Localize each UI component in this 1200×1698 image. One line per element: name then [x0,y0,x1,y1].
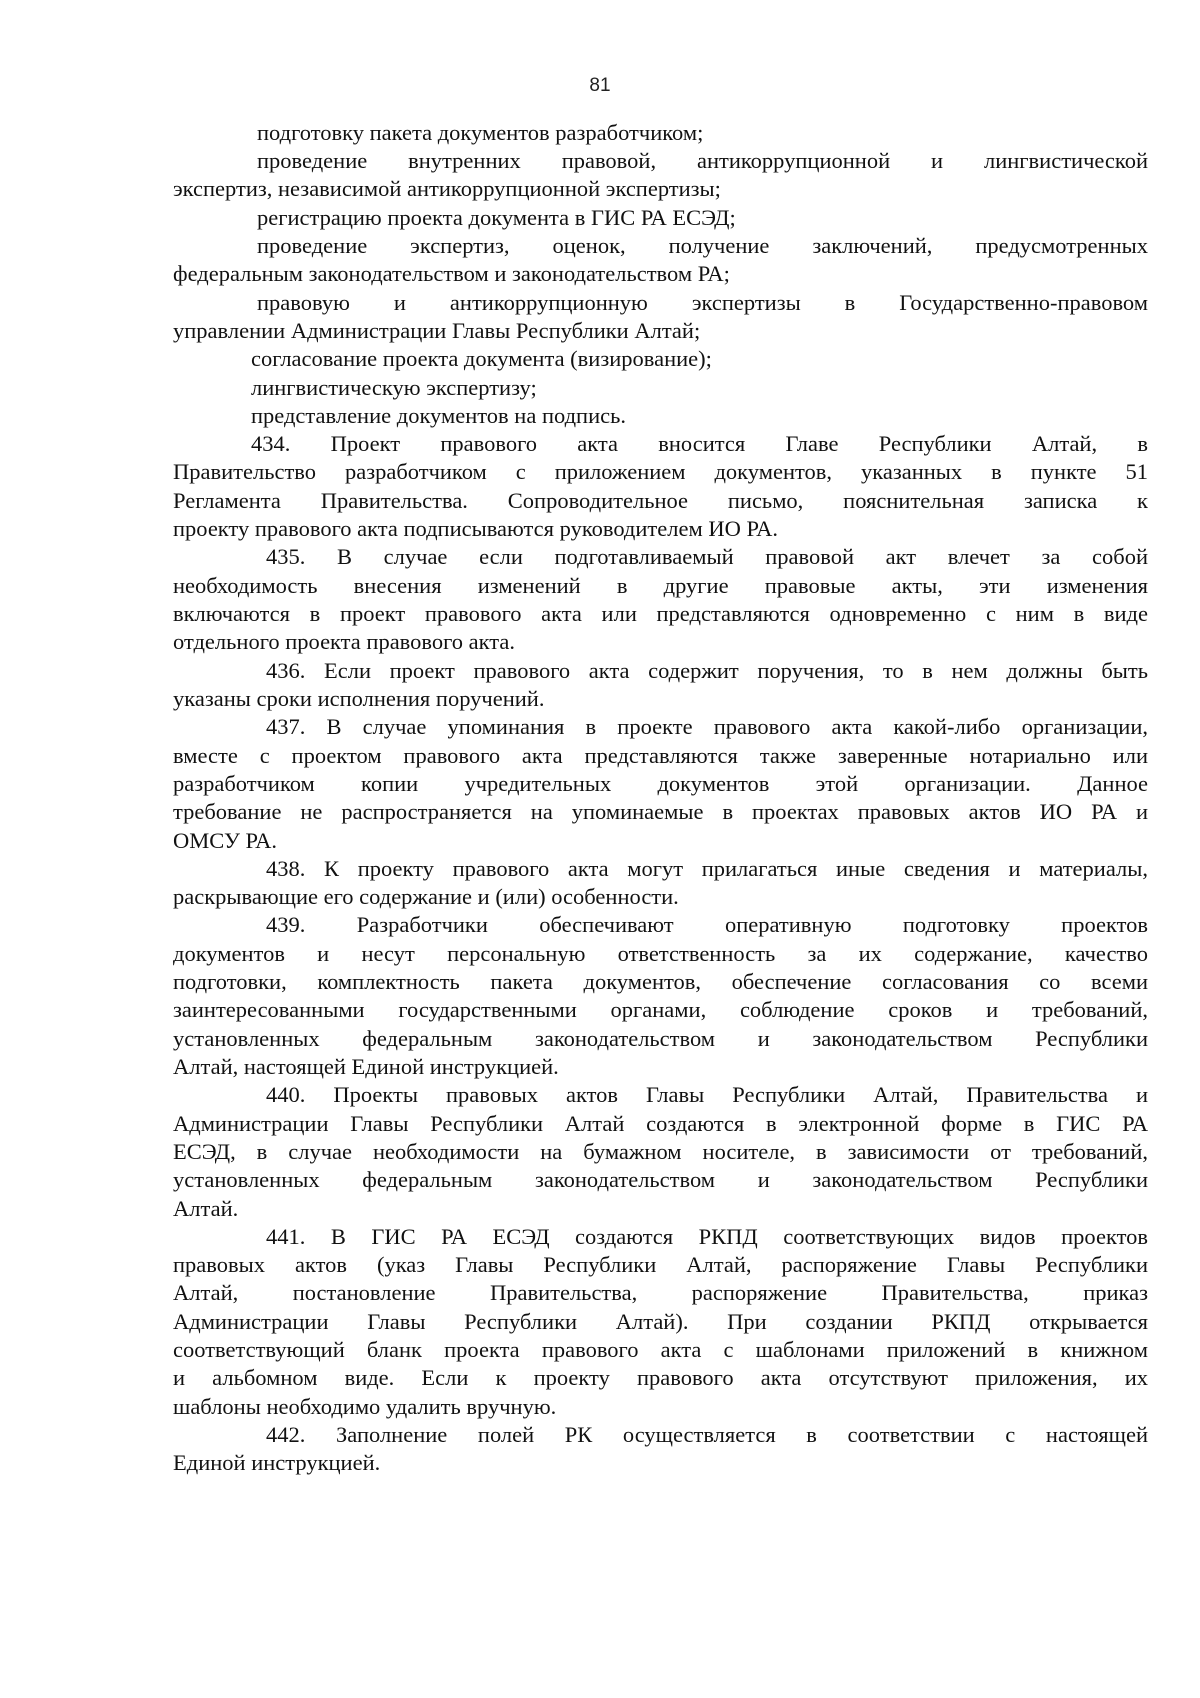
text-line: шаблоны необходимо удалить вручную. [173,1394,557,1419]
text-line: необходимость внесения изменений в другие правовые акты, эти изменения [173,573,1148,598]
text-line: разработчиком копии учредительных документов этой организации. Данное [173,771,1148,796]
text-line: лингвистическую экспертизу; [251,375,537,400]
text-line: проведение экспертиз, оценок, получение заключений, предусмотренных [257,233,1148,258]
text-line: проведение внутренних правовой, антикоррупционной и лингвистической [257,148,1148,173]
text-line: 440. Проекты правовых актов Главы Республики Алтай, Правительства и [266,1082,1148,1107]
text-line: экспертиз, независимой антикоррупционной экспертизы; [173,176,721,201]
text-line: федеральным законодательством и законодательством РА; [173,261,730,286]
text-line: 437. В случае упоминания в проекте правового акта какой-либо организации, [266,714,1148,739]
text-line: подготовки, комплектность пакета документов, обеспечение согласования со всеми [173,969,1148,994]
text-line: требование не распространяется на упоминаемые в проектах правовых актов ИО РА и [173,799,1148,824]
text-line: правовых актов (указ Главы Республики Алтай, распоряжение Главы Республики [173,1252,1148,1277]
text-line: Администрации Главы Республики Алтай). При создании РКПД открывается [173,1309,1148,1334]
text-line: вместе с проектом правового акта представляются также заверенные нотариально или [173,743,1148,768]
text-line: правовую и антикоррупционную экспертизы в Государственно-правовом [257,290,1148,315]
text-line: 442. Заполнение полей РК осуществляется в соответствии с настоящей [266,1422,1148,1447]
text-line: Регламента Правительства. Сопроводительное письмо, пояснительная записка к [173,488,1148,513]
text-line: 436. Если проект правового акта содержит поручения, то в нем должны быть [266,658,1148,683]
text-line: ЕСЭД, в случае необходимости на бумажном носителе, в зависимости от требований, [173,1139,1148,1164]
text-line: Алтай, настоящей Единой инструкцией. [173,1054,559,1079]
text-line: заинтересованными государственными органами, соблюдение сроков и требований, [173,997,1148,1022]
text-line: 438. К проекту правового акта могут прилагаться иные сведения и материалы, [266,856,1148,881]
text-line: документов и несут персональную ответственность за их содержание, качество [173,941,1148,966]
text-line: Правительство разработчиком с приложением документов, указанных в пункте 51 [173,459,1148,484]
text-line: указаны сроки исполнения поручений. [173,686,545,711]
text-line: 439. Разработчики обеспечивают оперативную подготовку проектов [266,912,1148,937]
text-line: отдельного проекта правового акта. [173,629,516,654]
text-line: раскрывающие его содержание и (или) особенности. [173,884,679,909]
text-line: Единой инструкцией. [173,1450,381,1475]
text-line: проекту правового акта подписываются руководителем ИО РА. [173,516,778,541]
text-line: включаются в проект правового акта или представляются одновременно с ним в виде [173,601,1148,626]
text-line: регистрацию проекта документа в ГИС РА ЕСЭД; [257,205,736,230]
page-number: 81 [589,75,611,96]
text-line: управлении Администрации Главы Республики Алтай; [173,318,701,343]
text-line: 434. Проект правового акта вносится Главе Республики Алтай, в [251,431,1148,456]
text-line: согласование проекта документа (визирование); [251,346,712,371]
text-line: установленных федеральным законодательством и законодательством Республики [173,1026,1148,1051]
text-line: Администрации Главы Республики Алтай создаются в электронной форме в ГИС РА [173,1111,1148,1136]
text-line: 441. В ГИС РА ЕСЭД создаются РКПД соответствующих видов проектов [266,1224,1148,1249]
text-line: соответствующий бланк проекта правового акта с шаблонами приложений в книжном [173,1337,1148,1362]
text-line: и альбомном виде. Если к проекту правового акта отсутствуют приложения, их [173,1365,1148,1390]
text-line: подготовку пакета документов разработчиком; [257,120,704,145]
text-line: Алтай, постановление Правительства, распоряжение Правительства, приказ [173,1280,1148,1305]
text-line: ОМСУ РА. [173,828,278,853]
text-line: представление документов на подпись. [251,403,627,428]
text-line: Алтай. [173,1196,239,1221]
text-line: 435. В случае если подготавливаемый правовой акт влечет за собой [266,544,1148,569]
text-line: установленных федеральным законодательством и законодательством Республики [173,1167,1148,1192]
